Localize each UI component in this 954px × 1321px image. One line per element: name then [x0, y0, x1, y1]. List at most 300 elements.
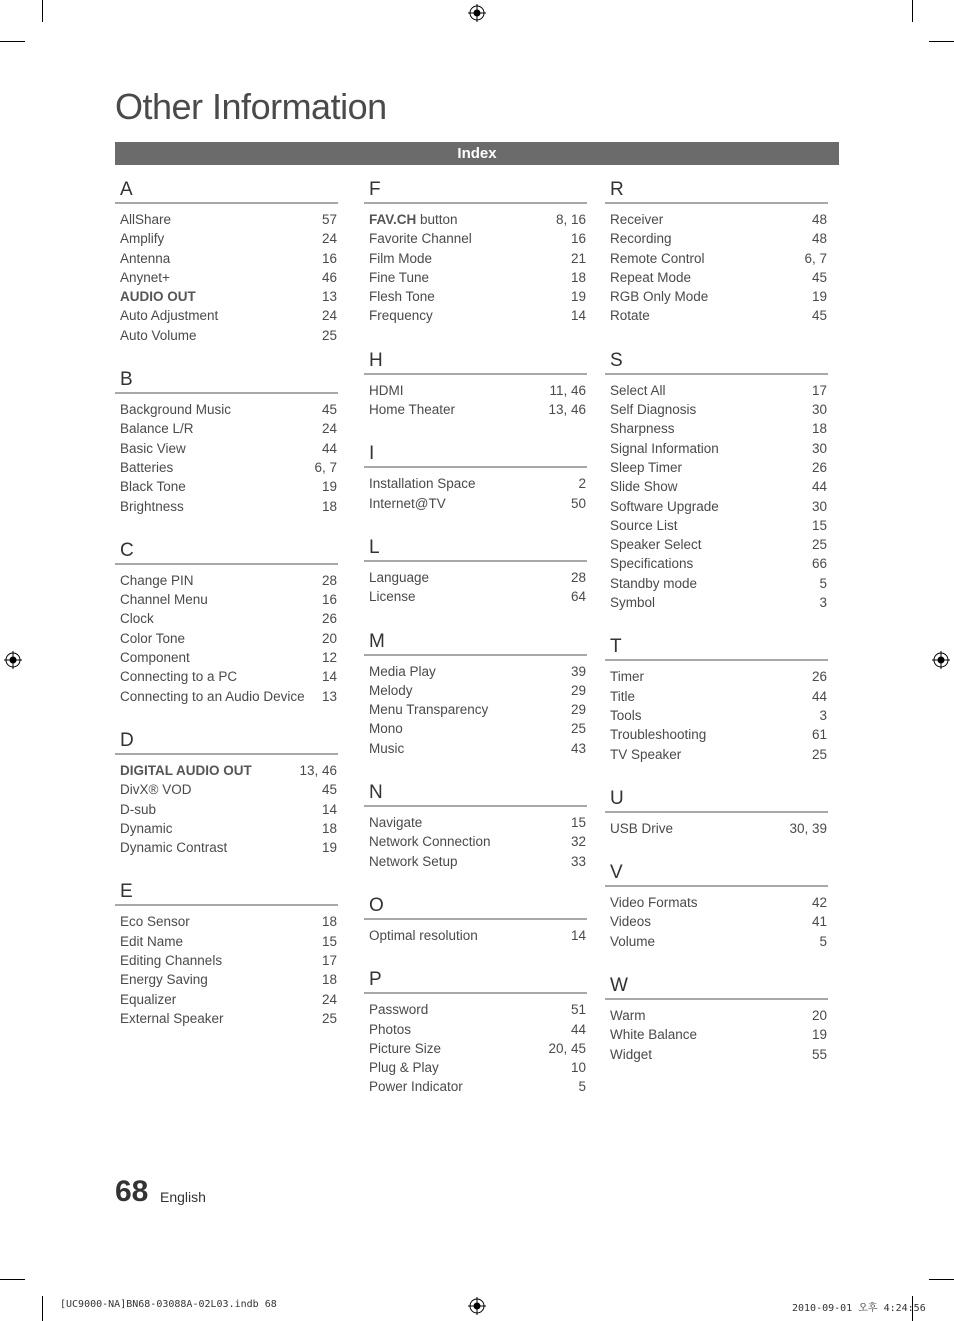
index-term-text: Sharpness: [610, 421, 675, 437]
index-entry: [364, 587, 587, 606]
index-term-text: Change PIN: [120, 572, 194, 588]
index-entry: [605, 554, 828, 573]
index-term: [610, 687, 635, 706]
index-term-text: External Speaker: [120, 1010, 224, 1026]
section-letter: U: [605, 787, 828, 813]
index-entry: [115, 761, 338, 780]
index-entry: [364, 1077, 587, 1096]
index-term-text: License: [369, 589, 416, 605]
registration-mark-icon: [468, 4, 486, 22]
index-term-text: Auto Volume: [120, 327, 197, 343]
index-term-text: Language: [369, 569, 430, 585]
index-page-numbers: 14: [321, 669, 337, 685]
section-letter: S: [605, 349, 828, 375]
index-entry: [605, 725, 828, 744]
index-entry: [115, 477, 338, 496]
index-term-text: DivX® VOD: [120, 782, 192, 798]
index-term: [369, 306, 433, 325]
index-term-text: RGB Only Mode: [610, 289, 709, 305]
index-term-text: Optimal resolution: [369, 927, 478, 943]
index-term-text: Film Mode: [369, 250, 433, 266]
index-entry: [115, 932, 338, 951]
index-term-text: DIGITAL AUDIO OUT: [120, 762, 252, 778]
index-term: [369, 287, 435, 306]
index-term: [610, 725, 706, 744]
index-term: [610, 516, 678, 535]
index-section-f: [364, 178, 587, 326]
index-section-v: [605, 861, 828, 951]
index-term: [610, 667, 644, 686]
index-term: [120, 249, 170, 268]
index-page-numbers: 45: [321, 402, 337, 418]
index-page-numbers: 19: [570, 289, 586, 305]
index-term: [369, 474, 476, 493]
index-term: [610, 593, 655, 612]
index-term-text: Password: [369, 1002, 429, 1018]
index-section-r: [605, 178, 828, 326]
index-term-text: Rotate: [610, 308, 650, 324]
crop-mark: [42, 1296, 43, 1321]
index-section-a: [115, 178, 338, 345]
index-entry: [364, 381, 587, 400]
index-term: [369, 832, 491, 851]
index-page-numbers: 17: [321, 953, 337, 969]
index-term-text: HDMI: [369, 382, 404, 398]
index-term-text: Remote Control: [610, 250, 705, 266]
index-entry: [605, 912, 828, 931]
index-term: [369, 739, 404, 758]
index-entry: [115, 439, 338, 458]
index-term: [120, 497, 184, 516]
index-term-text: Signal Information: [610, 440, 719, 456]
index-section-u: [605, 787, 828, 838]
index-entry: [605, 268, 828, 287]
index-term-text: Black Tone: [120, 479, 186, 495]
index-term: [610, 287, 708, 306]
index-page-numbers: 6, 7: [314, 459, 337, 475]
index-page-numbers: 18: [321, 820, 337, 836]
index-page-numbers: 51: [570, 1002, 586, 1018]
index-term: [369, 400, 455, 419]
index-page-numbers: 18: [321, 498, 337, 514]
index-page-numbers: 50: [570, 495, 586, 511]
index-entry: [605, 535, 828, 554]
index-entry: [605, 477, 828, 496]
index-entry: [115, 306, 338, 325]
index-term: [610, 400, 696, 419]
index-entry: [115, 800, 338, 819]
index-term: [120, 210, 171, 229]
registration-mark-icon: [4, 651, 22, 669]
index-term-text: Anynet+: [120, 269, 170, 285]
index-term: [120, 229, 164, 248]
index-term-text: Warm: [610, 1008, 646, 1024]
index-entry: [605, 287, 828, 306]
index-entry: [605, 574, 828, 593]
index-term: [120, 932, 183, 951]
index-page-numbers: 48: [811, 212, 827, 227]
index-page-numbers: 45: [811, 308, 827, 324]
index-term-text: Slide Show: [610, 479, 678, 495]
index-term: [120, 571, 194, 590]
index-term: [369, 719, 403, 738]
index-page-numbers: 19: [811, 289, 827, 305]
index-entry: [364, 229, 587, 248]
index-term: [369, 1039, 441, 1058]
index-term: [610, 912, 651, 931]
index-entry: [364, 474, 587, 493]
index-page-numbers: 44: [570, 1021, 586, 1037]
index-section-o: [364, 894, 587, 945]
index-entry: [364, 739, 587, 758]
index-term-text: Media Play: [369, 663, 436, 679]
index-page-numbers: 26: [811, 669, 827, 685]
index-term-text: Connecting to a PC: [120, 669, 238, 685]
index-term-text: Recording: [610, 231, 672, 247]
index-page-numbers: 6, 7: [804, 250, 827, 266]
index-term: [120, 912, 190, 931]
index-page-numbers: 15: [321, 933, 337, 949]
index-page-numbers: 19: [321, 840, 337, 856]
index-term-text: Antenna: [120, 250, 171, 266]
registration-mark-icon: [468, 1297, 486, 1315]
index-term: [120, 819, 173, 838]
index-term: [120, 667, 237, 686]
index-page-numbers: 19: [811, 1027, 827, 1043]
index-term-text: Music: [369, 740, 405, 756]
index-term-text: Color Tone: [120, 630, 186, 646]
index-entry: [115, 268, 338, 287]
section-letter: T: [605, 635, 828, 661]
index-entry: [364, 268, 587, 287]
index-page-numbers: 3: [819, 707, 827, 723]
index-section-d: [115, 729, 338, 857]
index-entry: [364, 1000, 587, 1019]
index-term: [369, 381, 404, 400]
index-term-text: Fine Tune: [369, 269, 430, 285]
index-term: [120, 838, 227, 857]
index-entry: [115, 687, 338, 706]
index-page-numbers: 16: [570, 231, 586, 247]
index-term-text: Channel Menu: [120, 592, 208, 608]
index-page-numbers: 30: [811, 402, 827, 418]
index-term-text: Edit Name: [120, 933, 184, 949]
section-letter: M: [364, 630, 587, 656]
index-page-numbers: 44: [811, 479, 827, 495]
index-page-numbers: 13: [321, 688, 337, 704]
index-entry: [364, 210, 587, 229]
index-term: [120, 629, 185, 648]
index-page-numbers: 20: [321, 630, 337, 646]
index-term: [610, 819, 673, 838]
index-page-numbers: 57: [321, 212, 337, 227]
index-term: [369, 662, 436, 681]
index-page-numbers: 45: [321, 782, 337, 798]
index-term-text: Widget: [610, 1046, 653, 1062]
index-term: [369, 700, 488, 719]
index-term: [610, 439, 719, 458]
index-entry: [605, 439, 828, 458]
index-entry: [605, 706, 828, 725]
index-term-text: Tools: [610, 707, 642, 723]
section-letter: W: [605, 974, 828, 1000]
index-term-text: Sleep Timer: [610, 459, 683, 475]
crop-mark: [0, 41, 25, 42]
section-letter: V: [605, 861, 828, 887]
index-entry: [364, 832, 587, 851]
index-term-text: TV Speaker: [610, 746, 682, 762]
index-term: [610, 306, 650, 325]
section-letter: N: [364, 781, 587, 807]
index-term-text: Receiver: [610, 212, 664, 227]
page-number: 68: [115, 1175, 149, 1208]
index-term: [610, 535, 702, 554]
index-section-s: [605, 349, 828, 613]
index-entry: [115, 990, 338, 1009]
index-term-text: Photos: [369, 1021, 412, 1037]
index-term-text: Videos: [610, 914, 652, 930]
index-entry: [605, 419, 828, 438]
index-term-text: Network Setup: [369, 853, 458, 869]
index-term-text: Self Diagnosis: [610, 402, 697, 418]
index-term-text: Background Music: [120, 402, 232, 418]
index-column-1: [115, 178, 338, 1051]
index-page-numbers: 25: [321, 1010, 337, 1026]
index-term-text: Energy Saving: [120, 972, 208, 988]
index-entry: [364, 400, 587, 419]
section-letter: P: [364, 968, 587, 994]
index-term-text: Basic View: [120, 440, 186, 456]
section-letter: I: [364, 442, 587, 468]
index-entry: [115, 609, 338, 628]
index-term-text: Internet@TV: [369, 495, 446, 511]
index-page-numbers: 14: [321, 801, 337, 817]
index-term: [120, 590, 208, 609]
index-term-text: Mono: [369, 721, 403, 737]
index-term: [369, 494, 446, 513]
index-entry: [605, 497, 828, 516]
index-term: [369, 1000, 428, 1019]
index-term-text: Clock: [120, 611, 154, 627]
index-page-numbers: 42: [811, 895, 827, 911]
index-section-b: [115, 368, 338, 516]
index-page-numbers: 5: [578, 1079, 586, 1095]
index-entry: [605, 1006, 828, 1025]
index-page-numbers: 15: [811, 517, 827, 533]
index-entry: [115, 326, 338, 345]
index-entry: [605, 687, 828, 706]
index-term: [369, 229, 472, 248]
index-term-text: Auto Adjustment: [120, 308, 219, 324]
index-section-m: [364, 630, 587, 758]
index-entry: [115, 838, 338, 857]
index-page-numbers: 44: [321, 440, 337, 456]
index-section-t: [605, 635, 828, 763]
index-entry: [364, 494, 587, 513]
index-term: [120, 687, 305, 706]
index-term-text: Component: [120, 650, 190, 666]
index-term: [120, 970, 208, 989]
index-term-text: Standby mode: [610, 575, 698, 591]
section-letter: H: [364, 349, 587, 375]
index-term-text: Software Upgrade: [610, 498, 719, 514]
index-term: [610, 574, 697, 593]
index-term-text: Equalizer: [120, 991, 177, 1007]
index-term: [610, 893, 698, 912]
index-term-text: Flesh Tone: [369, 289, 435, 305]
index-term-text: Balance L/R: [120, 421, 194, 437]
print-slug-file: [UC9000-NA]BN68-03088A-02L03.indb 68: [60, 1299, 277, 1310]
index-page-numbers: 33: [570, 853, 586, 869]
index-term: [120, 439, 186, 458]
index-entry: [115, 419, 338, 438]
page-title: Other Information: [115, 86, 387, 127]
index-term: [610, 932, 655, 951]
index-entry: [605, 819, 828, 838]
index-term-text: White Balance: [610, 1027, 698, 1043]
index-page-numbers: 25: [321, 327, 337, 343]
index-entry: [605, 400, 828, 419]
index-page-numbers: 61: [811, 727, 827, 743]
index-entry: [115, 970, 338, 989]
index-term-text: Title: [610, 688, 636, 704]
index-term: [369, 852, 458, 871]
index-page-numbers: 18: [570, 269, 586, 285]
index-section-e: [115, 880, 338, 1028]
index-term: [120, 287, 196, 306]
index-page-numbers: 55: [811, 1046, 827, 1062]
index-page-numbers: 18: [811, 421, 827, 437]
section-letter: O: [364, 894, 587, 920]
index-term-text: Power Indicator: [369, 1079, 463, 1095]
index-page-numbers: 29: [570, 702, 586, 718]
index-term-text: Source List: [610, 517, 678, 533]
index-page-numbers: 3: [819, 595, 827, 611]
index-page-numbers: 43: [570, 740, 586, 756]
index-page-numbers: 29: [570, 682, 586, 698]
index-entry: [115, 497, 338, 516]
index-term-text: Timer: [610, 669, 644, 685]
index-entry: [364, 813, 587, 832]
index-page-numbers: 25: [811, 746, 827, 762]
index-page-numbers: 20, 45: [548, 1040, 586, 1056]
index-term: [610, 229, 672, 248]
index-section-n: [364, 781, 587, 871]
index-entry: [364, 852, 587, 871]
index-term: [120, 780, 191, 799]
index-term-text: Installation Space: [369, 476, 476, 492]
index-term: [120, 458, 173, 477]
index-entry: [605, 1025, 828, 1044]
index-page-numbers: 17: [811, 382, 827, 398]
index-term: [369, 268, 429, 287]
index-entry: [605, 745, 828, 764]
index-page-numbers: 26: [811, 459, 827, 475]
index-page-numbers: 13: [321, 289, 337, 305]
index-header-bar: Index: [115, 142, 839, 165]
index-term: [610, 458, 682, 477]
index-term-text: Frequency: [369, 308, 433, 324]
index-term: [120, 306, 218, 325]
index-term: [120, 326, 197, 345]
index-entry: [605, 458, 828, 477]
index-page-numbers: 13, 46: [548, 402, 586, 418]
index-section-h: [364, 349, 587, 420]
index-term-text: Plug & Play: [369, 1060, 439, 1076]
index-term-text: Menu Transparency: [369, 702, 489, 718]
index-page-numbers: 24: [321, 231, 337, 247]
index-entry: [605, 667, 828, 686]
index-entry: [364, 662, 587, 681]
page-language: English: [160, 1189, 206, 1205]
index-entry: [364, 249, 587, 268]
index-term: [369, 1058, 439, 1077]
index-term: [610, 477, 678, 496]
index-page-numbers: 5: [819, 575, 827, 591]
index-entry: [115, 458, 338, 477]
index-page-numbers: 19: [321, 479, 337, 495]
index-section-l: [364, 536, 587, 607]
index-entry: [364, 1058, 587, 1077]
index-section-p: [364, 968, 587, 1096]
index-term: [369, 210, 458, 229]
index-term-text: Melody: [369, 682, 413, 698]
index-term: [120, 419, 194, 438]
index-entry: [364, 926, 587, 945]
index-entry: [364, 568, 587, 587]
index-entry: [605, 381, 828, 400]
index-page-numbers: 24: [321, 991, 337, 1007]
section-letter: A: [115, 178, 338, 204]
index-term-text: AllShare: [120, 212, 172, 227]
index-page-numbers: 45: [811, 269, 827, 285]
index-entry: [364, 681, 587, 700]
index-page-numbers: 24: [321, 421, 337, 437]
index-entry: [605, 932, 828, 951]
index-page-numbers: 41: [811, 914, 827, 930]
index-term-text: AUDIO OUT: [120, 289, 196, 305]
index-entry: [605, 229, 828, 248]
index-section-w: [605, 974, 828, 1064]
index-term: [120, 800, 156, 819]
index-entry: [364, 1020, 587, 1039]
index-page-numbers: 66: [811, 556, 827, 572]
index-page-numbers: 20: [811, 1008, 827, 1024]
index-entry: [115, 210, 338, 229]
index-entry: [605, 249, 828, 268]
index-term: [369, 813, 422, 832]
index-page-numbers: 64: [570, 589, 586, 605]
index-term: [120, 400, 231, 419]
index-entry: [364, 719, 587, 738]
index-entry: [115, 912, 338, 931]
index-term-text: Batteries: [120, 459, 174, 475]
index-term: [120, 648, 190, 667]
index-section-c: [115, 539, 338, 706]
section-letter: D: [115, 729, 338, 755]
index-entry: [115, 780, 338, 799]
index-page-numbers: 44: [811, 688, 827, 704]
index-term: [369, 568, 429, 587]
index-entry: [115, 819, 338, 838]
index-term-text: Select All: [610, 382, 666, 398]
index-entry: [364, 700, 587, 719]
index-term-text: Troubleshooting: [610, 727, 707, 743]
index-page-numbers: 16: [321, 250, 337, 266]
index-page-numbers: 30: [811, 440, 827, 456]
index-term-text: Connecting to an Audio Device: [120, 688, 305, 704]
index-term: [369, 1020, 411, 1039]
